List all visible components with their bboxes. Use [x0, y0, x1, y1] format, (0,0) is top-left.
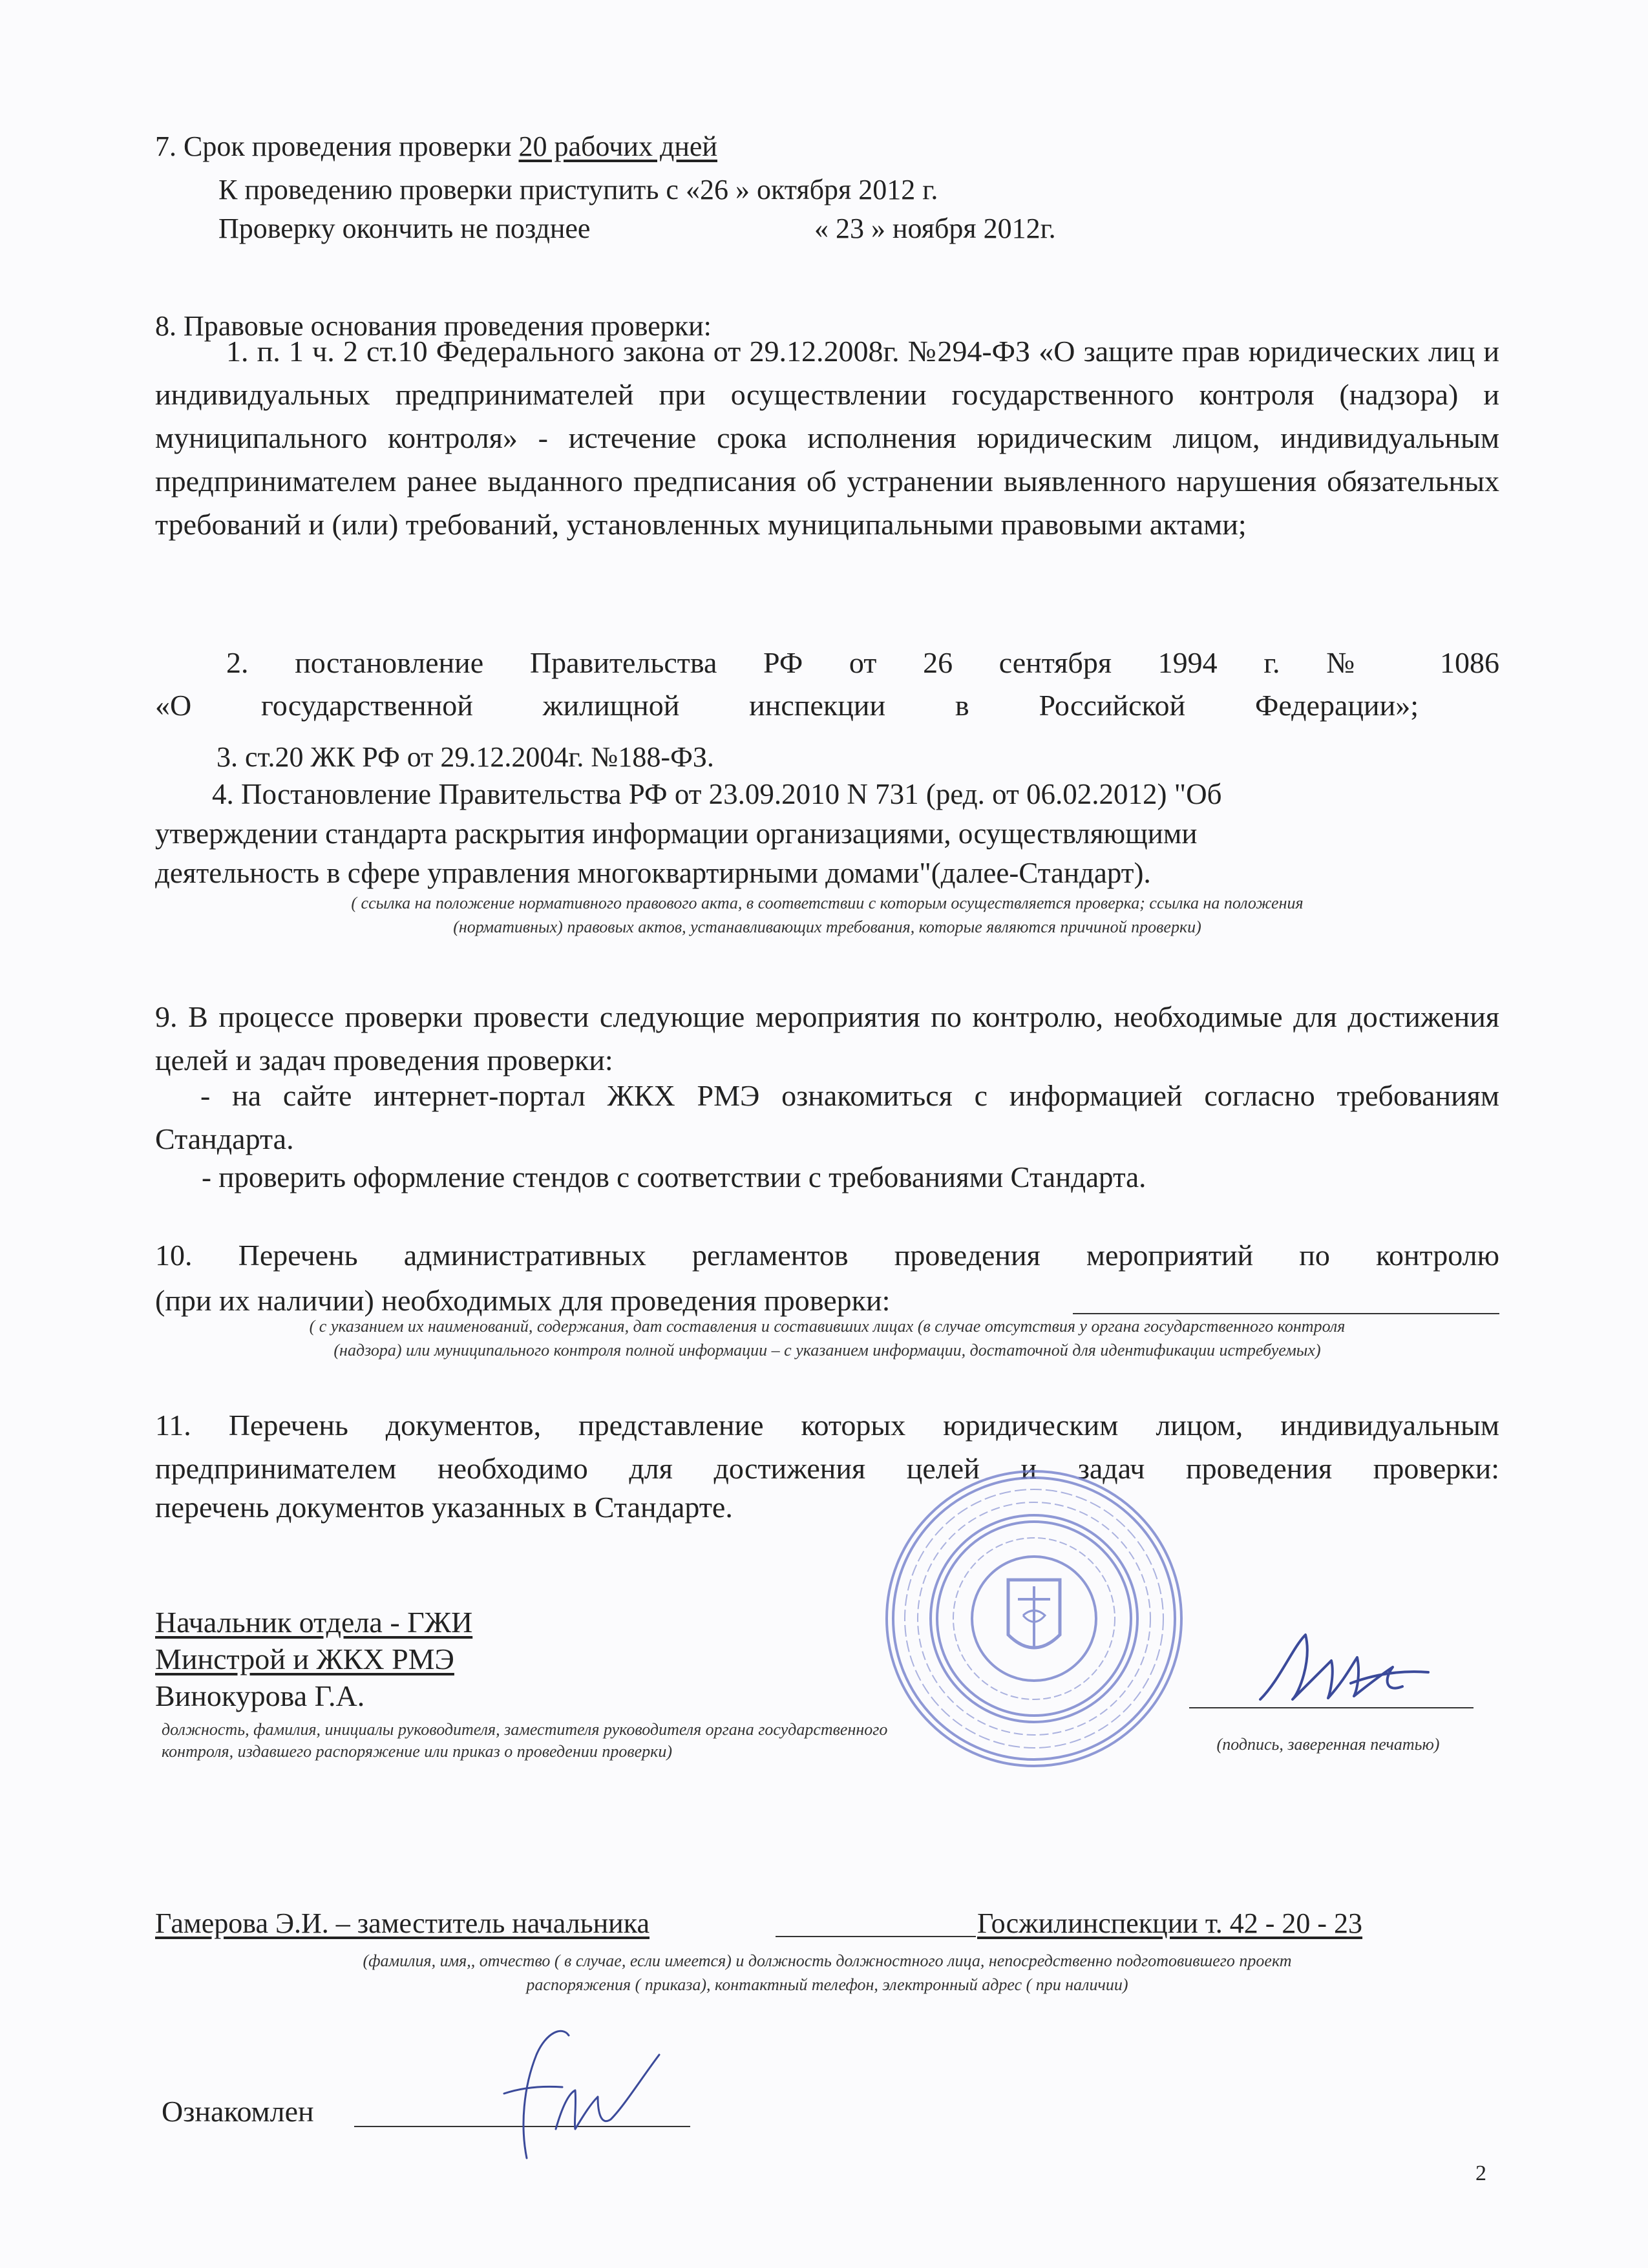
s7-line: [155, 132, 717, 161]
signatory-ministry: Минстрой и ЖКХ РМЭ: [155, 1643, 454, 1675]
s11-text: 11. Перечень документов, представление которых юридическим лицом, индивидуальным предпринимателем необходимо для достижения целей и задач проведения проверки:: [155, 1409, 1499, 1485]
s8-item1: 1. п. 1 ч. 2 ст.10 Федерального закона от 29.12.2008г. №294-ФЗ «О защите прав юридических лиц и индивидуальных предпринимателей при осуществлении государственного контроля (надзора) и муниципального контроля» - истечение срока исполнения юридическим лицом, индивидуальным предпринимателем ранее выданного предписания об устранении выявленного нарушения обязательных требований и (или) требований, установленных муниципальными правовыми актами;: [155, 335, 1499, 541]
s9-item2: - проверить оформление стендов с соответствии с требованиями Стандарта.: [202, 1161, 1146, 1193]
s7-end-label: Проверку окончить не позднее: [218, 213, 591, 244]
s7-end-date: « 23 » ноября 2012г.: [814, 213, 1056, 244]
official-seal-stamp: [882, 1467, 1186, 1770]
s8-title: 8. Правовые основания проведения проверки:: [155, 310, 712, 342]
page-number: 2: [1475, 2161, 1486, 2185]
s8-note-l2: (нормативных) правовых актов, устанавливающих требования, которые являются причиной проверки): [453, 918, 1201, 936]
preparer-line: [776, 1936, 976, 1937]
preparer-name: Гамерова Э.И. – заместитель начальника: [155, 1907, 650, 1939]
s11-last: перечень документов указанных в Стандарте.: [155, 1491, 733, 1524]
signatory-note: должность, фамилия, инициалы руководителя, заместителя руководителя органа государственного контроля, издавшего распоряжение или приказ о проведении проверки): [162, 1720, 888, 1761]
s8-item3: 3. ст.20 ЖК РФ от 29.12.2004г. №188-ФЗ.: [217, 741, 714, 773]
signature-note: (подпись, заверенная печатью): [1216, 1735, 1440, 1754]
s7-start: К проведению проверки приступить с «26 » октября 2012 г.: [218, 174, 938, 205]
s9-item1: - на сайте интернет-портал ЖКХ РМЭ ознакомиться с информацией согласно требованиям Стандарта.: [155, 1079, 1499, 1155]
ack-label: Ознакомлен: [162, 2095, 314, 2128]
s7-term: 20 рабочих дней: [518, 131, 717, 162]
s8-item2-l1: 2. постановление Правительства РФ от 26 сентября 1994 г. № 1086: [226, 646, 1499, 679]
s8-item4-l2: утверждении стандарта раскрытия информации организациями, осуществляющими: [155, 817, 1198, 850]
s8-item4-l3: деятельность в сфере управления многоквартирными домами"(далее-Стандарт).: [155, 857, 1151, 889]
s10-l2: (при их наличии) необходимых для проведения проверки:: [155, 1284, 891, 1317]
s9-text: 9. В процессе проверки провести следующие мероприятия по контролю, необходимые для достижения целей и задач проведения проверки:: [155, 1000, 1499, 1076]
preparer-note-l2: распоряжения ( приказа), контактный телефон, электронный адрес ( при наличии): [526, 1975, 1128, 1994]
s8-note-l1: ( ссылка на положение нормативного правового акта, в соответствии с которым осуществляется проверка; ссылка на положения: [351, 894, 1304, 912]
preparer-note-l1: (фамилия, имя,, отчество ( в случае, если имеется) и должность должностного лица, непосредственно подготовившего проект: [363, 1951, 1292, 1970]
s8-item4-l1: 4. Постановление Правительства РФ от 23.09.2010 N 731 (ред. от 06.02.2012) "Об: [212, 778, 1222, 810]
signature-director: [1254, 1622, 1435, 1719]
signature-acknowledged: [465, 2016, 672, 2171]
s10-note-l2: (надзора) или муниципального контроля полной информации – с указанием информации, достаточной для идентификации истребуемых): [333, 1341, 1321, 1360]
s7-label: 7. Срок проведения проверки: [155, 131, 512, 162]
s10-l1: 10. Перечень административных регламентов проведения мероприятий по контролю: [155, 1239, 1499, 1272]
signatory-name: Винокурова Г.А.: [155, 1679, 365, 1712]
s10-blank-line: [1073, 1313, 1499, 1314]
s10-note-l1: ( с указанием их наименований, содержания, дат составления и составивших лицах (в случае отсутствия у органа государственного контроля: [309, 1317, 1346, 1336]
signatory-title: Начальник отдела - ГЖИ: [155, 1606, 473, 1639]
preparer-org: Госжилинспекции т. 42 - 20 - 23: [977, 1907, 1363, 1939]
s8-item2-l2: «О государственной жилищной инспекции в Российской Федерации»;: [155, 689, 1419, 722]
